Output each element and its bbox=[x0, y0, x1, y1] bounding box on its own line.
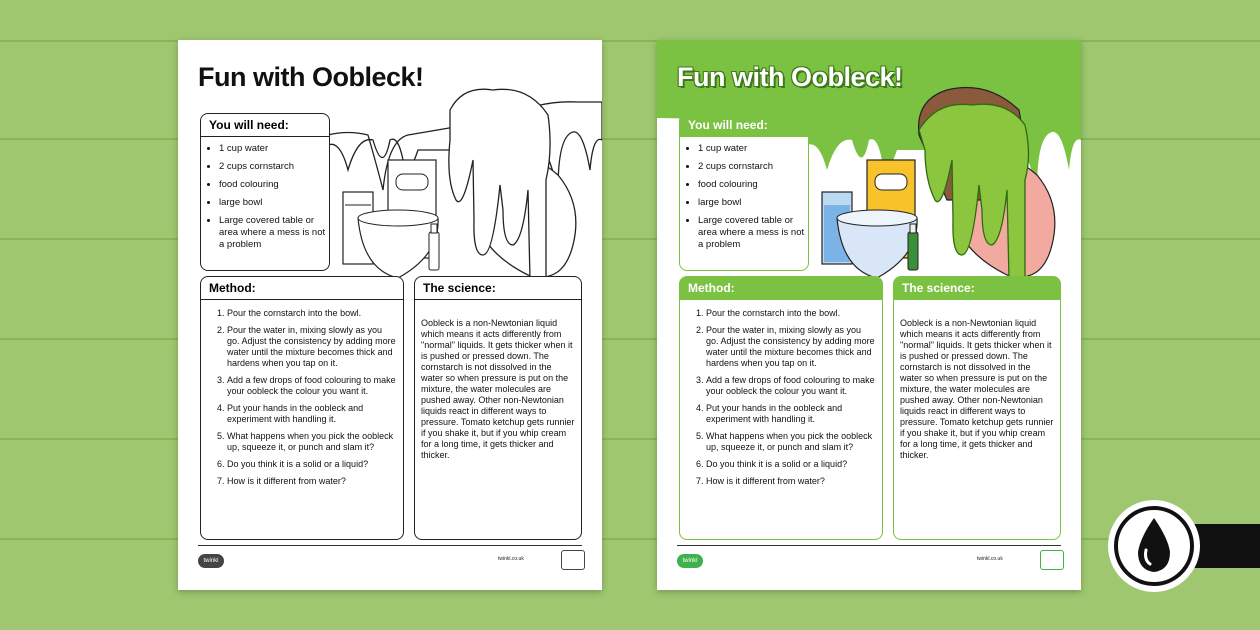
you-will-need-heading: You will need: bbox=[680, 114, 808, 137]
science-box bbox=[893, 276, 1061, 540]
worksheet-black-and-white bbox=[178, 40, 602, 590]
supplies-list bbox=[680, 143, 808, 251]
list-item: 3. Add a few drops of food colouring to make your oobleck the colour you want it. bbox=[706, 375, 876, 397]
worksheet-title: Fun with Oobleck! bbox=[198, 62, 424, 92]
footer-icon bbox=[1040, 550, 1064, 570]
list-item: 6. Do you think it is a solid or a liquid? bbox=[706, 459, 876, 470]
worksheet-title: Fun with Oobleck! bbox=[677, 62, 903, 92]
list-item: 7. How is it different from water? bbox=[706, 476, 876, 487]
footer-divider bbox=[198, 545, 582, 546]
science-box bbox=[414, 276, 582, 540]
ink-tab bbox=[1190, 524, 1260, 568]
list-item: • Large covered table or area where a mess is not a problem bbox=[219, 215, 329, 251]
worksheet-colour bbox=[657, 40, 1081, 590]
method-heading: Method: bbox=[201, 277, 403, 300]
ink-badge bbox=[1108, 500, 1200, 592]
footer-icon bbox=[561, 550, 585, 570]
method-steps bbox=[201, 308, 397, 487]
ink-drop-icon bbox=[1108, 500, 1200, 592]
list-item: 5. What happens when you pick the oobleck up, squeeze it, or punch and slam it? bbox=[706, 431, 876, 453]
science-heading: The science: bbox=[894, 277, 1060, 300]
list-item: • 1 cup water bbox=[219, 143, 329, 155]
list-item: 4. Put your hands in the oobleck and experiment with handling it. bbox=[227, 403, 397, 425]
footer-divider bbox=[677, 545, 1061, 546]
method-box bbox=[200, 276, 404, 540]
list-item: • food colouring bbox=[698, 179, 808, 191]
method-heading: Method: bbox=[680, 277, 882, 300]
list-item: • food colouring bbox=[219, 179, 329, 191]
you-will-need-box bbox=[679, 113, 809, 271]
list-item: 2. Pour the water in, mixing slowly as you go. Adjust the consistency by adding more water until the mixture becomes thick and hardens when you tap on it. bbox=[227, 325, 397, 369]
method-steps bbox=[680, 308, 876, 487]
list-item: 7. How is it different from water? bbox=[227, 476, 397, 487]
footer-url: twinkl.co.uk bbox=[977, 556, 1003, 562]
supplies-list bbox=[201, 143, 329, 251]
twinkl-logo: twinkl bbox=[198, 554, 224, 568]
list-item: • 1 cup water bbox=[698, 143, 808, 155]
list-item: • 2 cups cornstarch bbox=[219, 161, 329, 173]
you-will-need-heading: You will need: bbox=[201, 114, 329, 137]
footer-url: twinkl.co.uk bbox=[498, 556, 524, 562]
list-item: 6. Do you think it is a solid or a liquid? bbox=[227, 459, 397, 470]
science-heading: The science: bbox=[415, 277, 581, 300]
list-item: 4. Put your hands in the oobleck and experiment with handling it. bbox=[706, 403, 876, 425]
method-box bbox=[679, 276, 883, 540]
list-item: 2. Pour the water in, mixing slowly as you go. Adjust the consistency by adding more water until the mixture becomes thick and hardens when you tap on it. bbox=[706, 325, 876, 369]
list-item: • Large covered table or area where a mess is not a problem bbox=[698, 215, 808, 251]
science-text: Oobleck is a non-Newtonian liquid which means it acts differently from "normal" liquids. It gets thicker when it is pushed or pressed down. The cornstarch is not dissolved in the water so when pressure is put on the mixture, the water molecules are pushed away. Other non-Newtonian liquids react in different ways to pressure. Tomato ketchup gets runnier if you shake it, but if you whip cream for a long time, it gets thicker and thicker. bbox=[421, 318, 575, 460]
you-will-need-box bbox=[200, 113, 330, 271]
list-item: • large bowl bbox=[698, 197, 808, 209]
twinkl-logo: twinkl bbox=[677, 554, 703, 568]
list-item: 1. Pour the cornstarch into the bowl. bbox=[706, 308, 876, 319]
science-text: Oobleck is a non-Newtonian liquid which means it acts differently from "normal" liquids. It gets thicker when it is pushed or pressed down. The cornstarch is not dissolved in the water so when pressure is put on the mixture, the water molecules are pushed away. Other non-Newtonian liquids react in different ways to pressure. Tomato ketchup gets runnier if you shake it, but if you whip cream for a long time, it gets thicker and thicker. bbox=[900, 318, 1054, 460]
list-item: 5. What happens when you pick the oobleck up, squeeze it, or punch and slam it? bbox=[227, 431, 397, 453]
list-item: 3. Add a few drops of food colouring to make your oobleck the colour you want it. bbox=[227, 375, 397, 397]
list-item: 1. Pour the cornstarch into the bowl. bbox=[227, 308, 397, 319]
list-item: • 2 cups cornstarch bbox=[698, 161, 808, 173]
list-item: • large bowl bbox=[219, 197, 329, 209]
